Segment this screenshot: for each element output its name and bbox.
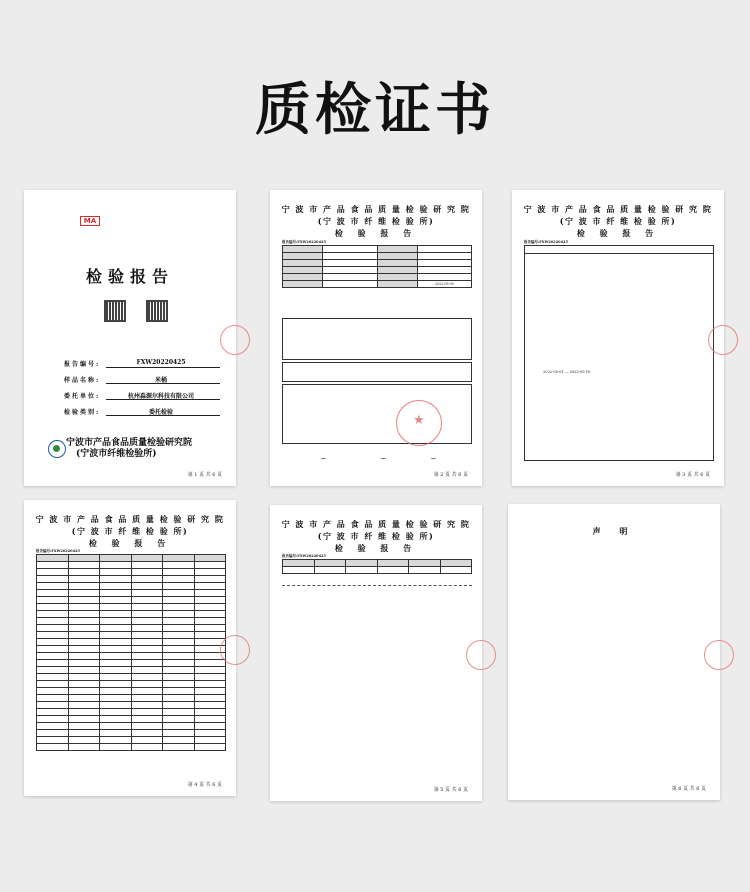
report-number: 报告编号:FXW20220425 — [36, 549, 80, 553]
report-title: 检 验 报 告 — [576, 228, 660, 238]
page-footer: 第 5 页 共 6 页 — [433, 787, 468, 793]
sample-info-table: 2022-05-05 — [282, 245, 472, 288]
remarks-panel — [282, 384, 472, 444]
results-table — [36, 554, 226, 751]
red-seal-edge — [220, 635, 250, 665]
page-footer: 第 3 页 共 6 页 — [675, 472, 710, 478]
cover-title: 检验报告 — [85, 267, 174, 286]
field-report-number: 报告编号: FXW20220425 — [64, 356, 224, 370]
field-inspection-type: 检验类别: 委托检验 — [64, 404, 224, 418]
inspection-seal: ★ — [396, 400, 442, 446]
signature-2: ∽ — [380, 454, 387, 463]
red-seal-edge — [466, 640, 496, 670]
report-cover-page — [24, 190, 236, 486]
institute-name: 宁波市产品食品质量检验研究院 (宁波市纤维检验所) — [66, 438, 193, 459]
end-divider — [282, 585, 472, 586]
report-title: 检 验 报 告 — [334, 228, 418, 238]
report-page-2 — [270, 190, 482, 486]
institute-subname: (宁 波 市 纤 维 检 验 所) — [71, 526, 189, 536]
institute-name: 宁 波 市 产 品 食 品 质 量 检 验 研 究 院 — [281, 519, 471, 529]
report-number: 报告编号:FXW20220425 — [282, 554, 326, 558]
report-page-4 — [24, 500, 236, 796]
report-title: 检 验 报 告 — [334, 543, 418, 553]
field-client: 委托单位: 杭州淼源尔科技有限公司 — [64, 388, 224, 402]
report-number: 报告编号:FXW20220425 — [524, 240, 568, 244]
institute-name: 宁 波 市 产 品 食 品 质 量 检 验 研 究 院 — [523, 204, 713, 214]
results-table — [282, 559, 472, 574]
basis-panel — [282, 318, 472, 360]
field-sample-name: 样品名称: 米桶 — [64, 372, 224, 386]
test-dates: 2022-05-01 — 2022-05-10 — [543, 370, 591, 374]
red-seal-edge — [704, 640, 734, 670]
page-footer: 第 6 页 共 6 页 — [671, 786, 706, 792]
qr-code-left — [104, 300, 126, 322]
statement-page — [508, 504, 720, 800]
report-page-3 — [512, 190, 724, 486]
statement-title: 声 明 — [592, 526, 636, 536]
sample-description-panel — [524, 245, 714, 461]
report-page-5 — [270, 505, 482, 801]
page-footer: 第 1 页 共 6 页 — [187, 472, 222, 478]
report-title: 检 验 报 告 — [88, 538, 172, 548]
institute-subname: (宁 波 市 纤 维 检 验 所) — [317, 531, 435, 541]
cma-logo: MA — [80, 216, 100, 226]
red-seal-edge — [708, 325, 738, 355]
institute-subname: (宁 波 市 纤 维 检 验 所) — [559, 216, 677, 226]
qr-code-right — [146, 300, 168, 322]
red-seal-edge — [220, 325, 250, 355]
report-number: 报告编号:FXW20220425 — [282, 240, 326, 244]
page-footer: 第 2 页 共 6 页 — [433, 472, 468, 478]
conclusion-panel — [282, 362, 472, 382]
institute-emblem-icon — [48, 440, 66, 458]
institute-subname: (宁 波 市 纤 维 检 验 所) — [317, 216, 435, 226]
signature-1: ∽ — [320, 454, 327, 463]
institute-name: 宁 波 市 产 品 食 品 质 量 检 验 研 究 院 — [281, 204, 471, 214]
page-title: 质检证书 — [255, 78, 495, 143]
signature-3: ∽ — [430, 454, 437, 463]
page-footer: 第 4 页 共 6 页 — [187, 782, 222, 788]
institute-name: 宁 波 市 产 品 食 品 质 量 检 验 研 究 院 — [35, 514, 225, 524]
